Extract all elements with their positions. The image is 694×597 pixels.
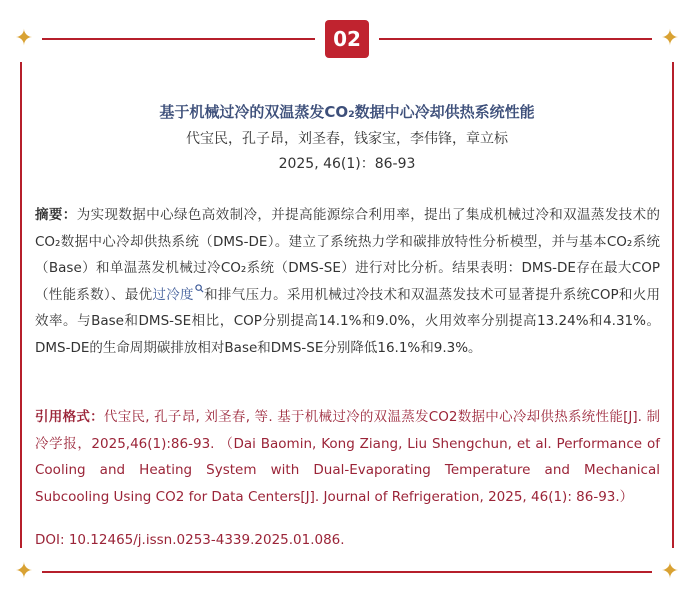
star-icon: ✦	[14, 26, 34, 51]
section-number-badge: 02	[325, 20, 369, 58]
frame-left-rule	[20, 62, 22, 548]
star-icon: ✦	[660, 559, 680, 584]
frame-right-rule	[672, 62, 674, 548]
search-icon[interactable]	[195, 284, 204, 293]
citation-paragraph	[35, 404, 660, 510]
doi-line[interactable]: DOI: 10.12465/j.issn.0253-4339.2025.01.086.	[35, 532, 345, 548]
frame-bottom-rule	[42, 571, 652, 573]
keyword-link[interactable]	[152, 287, 203, 303]
abstract-label: 摘要：	[35, 207, 77, 223]
keyword-link-text[interactable]: 过冷度	[152, 286, 194, 303]
abstract-paragraph	[35, 202, 660, 361]
star-icon: ✦	[660, 26, 680, 51]
citation-text: 代宝民, 孔子昂, 刘圣春, 等. 基于机械过冷的双温蒸发CO2数据中心冷却供热系统性能[J]. 制冷学报，2025,46(1):86-93. （Dai Baomin, Kong Ziang, Liu Shengchun, et al. Performance of Cooling and Heating System with Dual-Evaporating Temperature and Mechanical Subcooling Using CO2 for Data Centers[J]. Journal of Refrigeration, 2025, 46(1): 86-93.）	[35, 409, 661, 505]
star-icon: ✦	[14, 559, 34, 584]
abstract-text: 为实现数据中心绿色高效制冷，并提高能源综合利用率，提出了集成机械过冷和双温蒸发技术的CO₂数据中心冷却供热系统（DMS-DE）。建立了系统热力学和碳排放特性分析模型，并与基本CO₂系统（Base）和单温蒸发机械过冷CO₂系统（DMS-SE）进行对比分析。结果表明：DMS-DE存在最大COP（性能系数）、最优	[35, 207, 661, 303]
section-badge-wrap	[315, 14, 379, 62]
abstract-text-cont: 和排气压力。采用机械过冷技术和双温蒸发技术可显著提升系统COP和火用效率。与Base和DMS-SE相比，COP分别提高14.1%和9.0%，火用效率分别提高13.24%和4.31%。DMS-DE的生命周期碳排放相对Base和DMS-SE分别降低16.1%和9.3%。	[35, 286, 660, 356]
paper-title: 基于机械过冷的双温蒸发CO₂数据中心冷却供热系统性能	[159, 103, 535, 121]
paper-authors: 代宝民，孔子昂，刘圣春，钱家宝，李伟锋，章立标	[186, 131, 508, 147]
paper-volume-pages: 2025, 46(1)：86-93	[278, 156, 416, 172]
citation-label: 引用格式：	[35, 409, 104, 425]
